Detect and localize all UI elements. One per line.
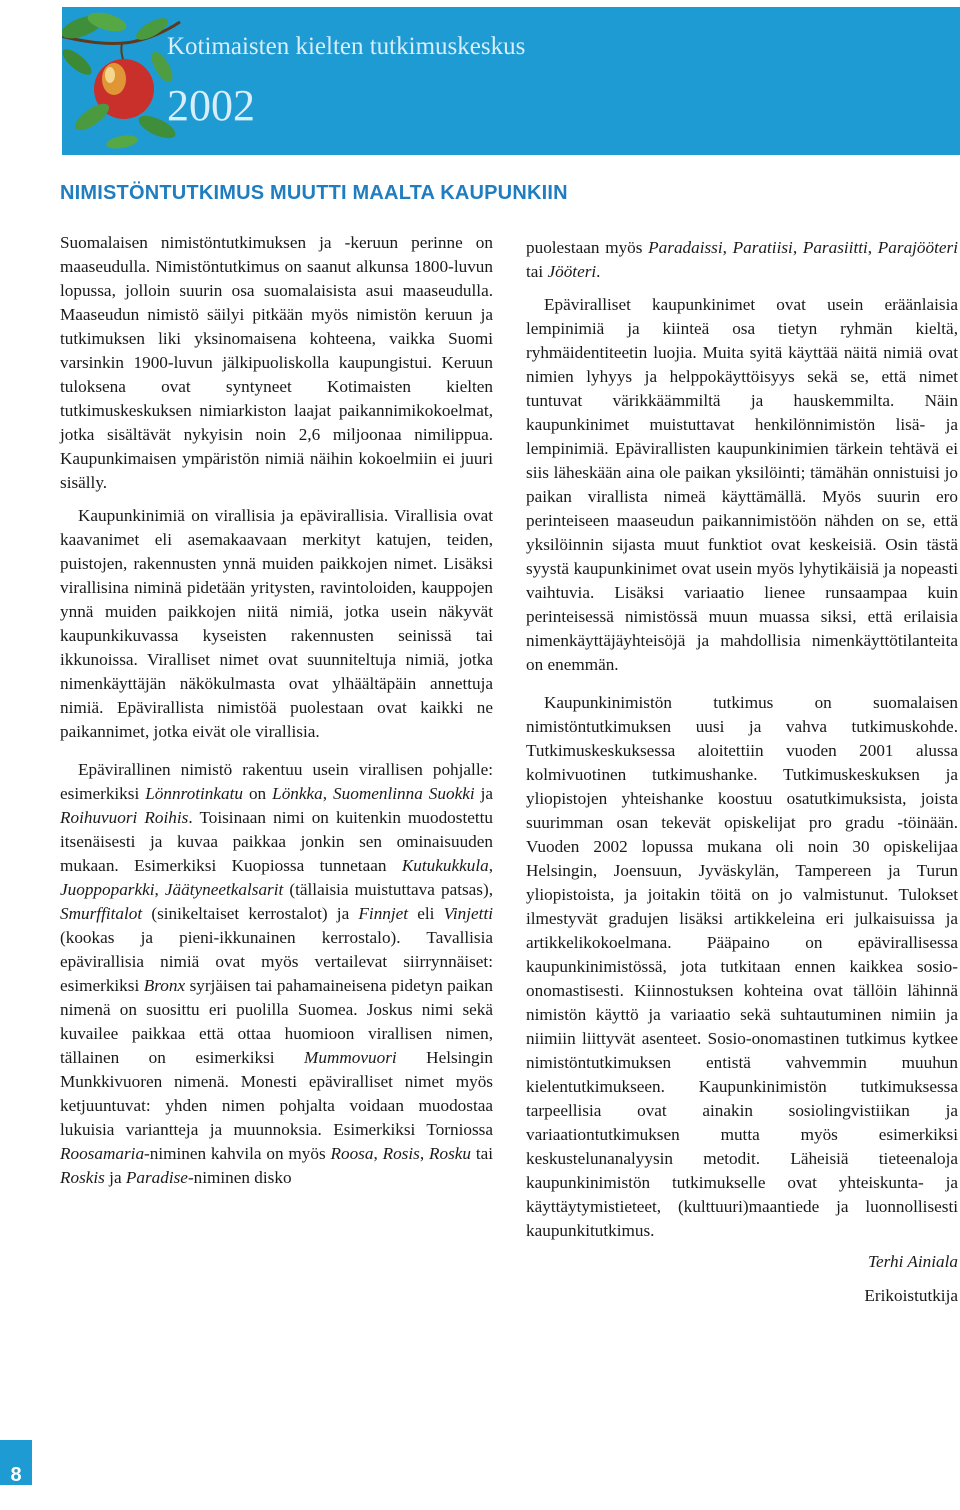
organization-name: Kotimaisten kielten tutkimuskeskus [167, 33, 526, 60]
header-band [62, 7, 960, 155]
paragraph: Kaupunkinimistön tutkimus on suomalaisen nimistöntutkimuksen uusi ja vahva tutkimuskohde. Tutkimuskeskuksessa aloitettiin vuoden 2001 alussa kolmivuotinen tutkimushanke. Tutkimuskeskuksen ja yliopistojen yhteishanke koostuu osatutkimuksista, joista suurimman osan tekevät opiskelijat pro gradu -töinään. Vuoden 2002 lopussa mukana oli noin 30 opiskelijaa Helsingin, Joensuun, Jyväskylän, Tampereen ja Turun yliopistoista, ja joitakin töitä on jo valmistunut. Tulokset ilmestyvät gradujen lisäksi artikkeleina eri julkaisuissa ja artikkelikokoelmana. Pääpaino on epävirallisessa kaupunkinimistössä, jota tutkitaan ennen kaikkea sosio-onomastisesti. Kiinnostuksen kohteina ovat tällöin lähinnä nimistön käyttö ja variaatio sekä suhtautuminen nimiin ja niimiin liittyvät asenteet. Sosio-onomastinen tutkimus kytkee nimistöntutkimuksen entistä vahvemmin muuhun kielentutkimukseen. Kaupunkinimistön tutkimuksessa tarpeellisia ovat ainakin sosiolingvistiikan ja variaationtutkimuksen mutta myös esimerkiksi keskustelunanalyysin metodit. Läheisiä tieteenaloja kaupunkinimistön tutkimukselle ovat yhteiskunta- ja käyttäytymistieteet, (kulttuuri)maantiede ja luonnollisesti kaupunkitutkimus. [526, 693, 958, 1240]
right-column [526, 236, 958, 1308]
author-role: Erikoistutkija [864, 1286, 958, 1305]
left-column [60, 231, 493, 1190]
paragraph: Suomalaisen nimistöntutkimuksen ja -keruun perinne on maaseudulla. Nimistöntutkimus on saanut alkunsa 1800-luvun lopussa, jolloin suurin osa suomalaisista asui maaseudulla. Maaseudun nimistö säilyi pitkään myös nimistön keruun ja tutkimuksen liki yksinomaisena kohteena, vaikka Suomi varsinkin 1900-luvun jälkipuoliskolla kaupungistui. Keruun tuloksena ovat syntyneet Kotimaisten kielten tutkimuskeskuksen nimiarkiston laajat paikannimikokoelmat, jotka sisältävät nykyisin noin 2,6 miljoonaa nimilippua. Kaupunkimaisen ympäristön nimiä näihin kokoelmiin ei juuri sisälly. [60, 233, 493, 492]
article-title: NIMISTÖNTUTKIMUS MUUTTI MAALTA KAUPUNKIIN [60, 182, 568, 204]
apple-branch-icon [62, 7, 182, 155]
page-number: 8 [0, 1440, 32, 1485]
paragraph: puolestaan myös Paradaissi, Paratiisi, Parasiitti, Parajööteri tai Jööteri. [526, 238, 958, 281]
paragraph: Epäviralliset kaupunkinimet ovat usein eräänlaisia lempinimiä ja kiinteä osa tietyn ryhmän kieltä, ryhmäidentiteetin luojia. Muita syitä käyttää näitä nimiä ovat nimien lyhyys ja helppokäyttöisyys sekä se, että nimet tuntuvat värikkäämmiltä ja hauskemmilta. Näin kaupunkinimet muistuttavat henkilönnimistön lisä- ja lempinimiä. Epävirallisten kaupunkinimien tärkein tehtävä ei siis läheskään aina ole paikan yksilöinti; tämähän onnistuisi jo paikan virallista nimeä käyttämällä. Myös suurin ero perinteiseen maaseudun paikannimistöön nähden on se, että yksilöinnin sijasta muut funktiot ovat keskeisiä. Osin tästä syystä kaupunkinimet ovat usein myös lyhytikäisiä ja nopeasti vaihtuvia. Lisäksi variaatio lienee runsaampaa kuin perinteisessä nimistössä muun muassa siksi, että erilaisia nimenkäyttäjäyhteisöjä ja mahdollisia nimenkäyttötilanteita on enemmän. [526, 295, 958, 674]
paragraph: Epävirallinen nimistö rakentuu usein virallisen pohjalle: esimerkiksi Lönnrotinkatu on Lönkka, Suomenlinna Suokki ja Roihuvuori Roihis. Toisinaan nimi on kuitenkin muodostettu itsenäisesti ja kuvaa paikkaa jonkin sen ominaisuuden mukaan. Esimerkiksi Kuopiossa tunnetaan Kutukukkula, Juoppoparkki, Jäätyneetkalsarit (tällaisia muistuttava patsas), Smurffitalot (sinikeltaiset kerrostalot) ja Finnjet eli Vinjetti (kookas ja pieni-ikkunainen kerrostalo). Tavallisia epävirallisia nimiä ovat myös vertailevat siirrynnäiset: esimerkiksi Bronx syrjäisen tai pahamaineisena pidetyn paikan nimenä on suosittu eri puolilla Suomea. Joskus nimi sekä kuvailee paikkaa että ottaa huomioon virallisen nimen, tällainen on esimerkiksi Mummovuori Helsingin Munkkivuoren nimenä. Monesti epäviralliset nimet myös ketjuuntuvat: yhden nimen pohjalta voidaan muodostaa lukuisia variantteja ja muunnoksia. Esimerkiksi Torniossa Roosamaria-niminen kahvila on myös Roosa, Rosis, Rosku tai Roskis ja Paradise-niminen disko [60, 760, 494, 1187]
report-year: 2002 [167, 81, 255, 130]
paragraph: Kaupunkinimiä on virallisia ja epävirallisia. Virallisia ovat kaavanimet eli asemakaavaan merkityt katujen, teiden, puistojen, rakennusten ynnä muiden paikkojen nimet. Lisäksi virallisina niminä pidetään yritysten, ravintoloiden, kauppojen ynnä muiden paikkojen niitä nimiä, jotka usein näkyvät kaupunkikuvassa kyseisten rakennusten seinissä tai ikkunoissa. Viralliset nimet ovat suunniteltuja nimiä, jotka nimenkäyttäjän näkökulmasta ovat ylhäältäpäin annettuja nimiä. Epävirallista nimistöä puolestaan ovat kaikki ne paikannimet, jotka eivät ole virallisia. [60, 506, 493, 741]
author-name: Terhi Ainiala [868, 1252, 958, 1271]
